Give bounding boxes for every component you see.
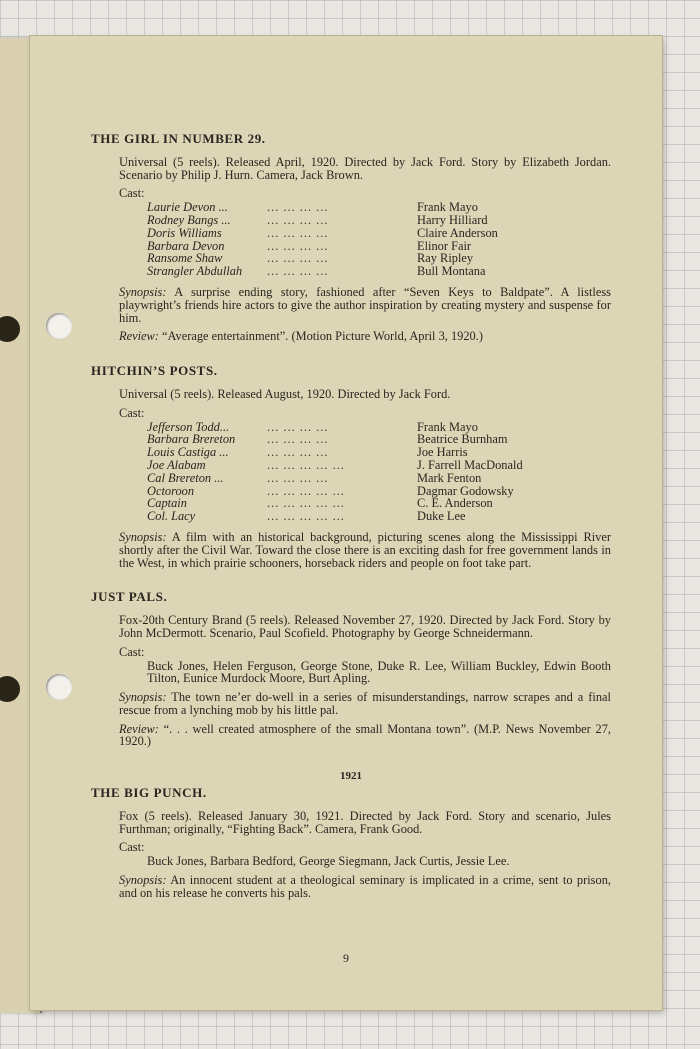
film-title: THE GIRL IN NUMBER 29. — [91, 131, 266, 146]
cast-row — [147, 265, 611, 278]
cast-actor: Frank Mayo — [417, 200, 478, 215]
cast-row — [147, 227, 611, 240]
cast-role: Strangler Abdullah — [147, 264, 243, 279]
film-info: Universal (5 reels). Released April, 1920. Directed by Jack Ford. Story by Elizabeth Jordan. Scenario by Philip J. Hurn. Camera, Jack Brown. — [119, 154, 611, 182]
cast-label: Cast: — [119, 186, 145, 201]
year-heading: 1921 — [340, 770, 362, 783]
leader-dots: ... ... ... ... — [267, 212, 329, 227]
cast-row — [147, 214, 611, 227]
synopsis-text: The town ne’er do-well in a series of misunderstandings, narrow scrapes and a final rescue from a lynching mob by his little pal. — [119, 690, 612, 717]
cast-actor: J. Farrell MacDonald — [417, 457, 523, 472]
film-title: THE BIG PUNCH. — [91, 785, 207, 801]
leader-dots: ... ... ... ... ... — [267, 509, 345, 524]
cast-label: Cast: — [119, 644, 145, 659]
document-page — [30, 36, 662, 1010]
leader-dots: ... ... ... ... — [267, 238, 329, 253]
film-details — [119, 156, 611, 343]
cast-role: Ransome Shaw — [147, 251, 223, 266]
cast-actor: Ray Ripley — [417, 251, 474, 266]
cast-row — [147, 446, 611, 459]
leader-dots: ... ... ... ... — [267, 225, 329, 240]
cast-role: Jefferson Todd... — [147, 419, 230, 434]
synopsis-text: An innocent student at a theological seminary is implicated in a crime, sent to prison, and on his release he converts his pals. — [119, 873, 611, 900]
film-entry — [91, 591, 611, 748]
synopsis-label: Synopsis: — [119, 529, 167, 544]
cast-role: Cal Brereton ... — [147, 470, 224, 485]
film-title: JUST PALS. — [91, 589, 168, 605]
leader-dots: ... ... ... ... ... — [267, 496, 345, 511]
cast-actor: Dagmar Godowsky — [417, 483, 514, 498]
film-info: Fox-20th Century Brand (5 reels). Released November 27, 1920. Directed by Jack Ford. Story by John McDermott. Scenario, Paul Scofield. Photography by George Schneidermann. — [119, 613, 611, 640]
film-title: HITCHIN’S POSTS. — [91, 363, 218, 379]
cast-actor: C. E. Anderson — [417, 496, 493, 511]
punch-hole — [46, 313, 72, 339]
cast-role: Rodney Bangs ... — [147, 212, 231, 227]
cast-actor: Duke Lee — [417, 509, 466, 524]
synopsis-text: A film with an historical background, picturing scenes along the Mississippi River shortly after the Civil War. Toward the close there is an exciting dash for free government lands in the West, in which prairie schooners, horseback riders and people on foot take part. — [119, 529, 611, 570]
synopsis — [119, 531, 611, 569]
film-entry — [91, 787, 611, 900]
synopsis-label: Synopsis: — [119, 873, 167, 888]
cast-role: Barbara Brereton — [147, 432, 236, 447]
leader-dots: ... ... ... ... — [267, 264, 329, 279]
film-info: Fox (5 reels). Released January 30, 1921. Directed by Jack Ford. Story and scenario, Jules Furthman; originally, “Fighting Back”. Camera, Frank Good. — [119, 808, 611, 836]
synopsis-text: A surprise ending story, fashioned after “Seven Keys to Baldpate”. A listless playwright’s friends hire actors to give the author inspiration by creating mystery and suspense for him. — [119, 284, 611, 325]
leader-dots: ... ... ... ... ... — [267, 483, 345, 498]
leader-dots: ... ... ... ... ... — [267, 457, 345, 472]
leader-dots: ... ... ... ... — [267, 200, 329, 215]
cast-actor: Joe Harris — [417, 445, 468, 460]
review-text: “Average entertainment”. (Motion Picture World, April 3, 1920.) — [162, 329, 483, 344]
cast-actor: Elinor Fair — [417, 238, 472, 253]
cast-row — [147, 459, 611, 472]
cast-actor: Mark Fenton — [417, 470, 482, 485]
cast-row — [147, 510, 611, 523]
synopsis — [119, 691, 611, 717]
cast-label: Cast: — [119, 840, 145, 855]
cast-table — [147, 201, 611, 278]
cast-role: Octoroon — [147, 483, 195, 498]
review-label: Review: — [119, 721, 159, 736]
leader-dots: ... ... ... ... — [267, 470, 329, 485]
cast-role: Louis Castiga ... — [147, 445, 229, 460]
cast-row — [147, 485, 611, 498]
cast-role: Col. Lacy — [147, 509, 196, 524]
review-label: Review: — [119, 329, 159, 344]
cast-list: Buck Jones, Helen Ferguson, George Stone, Duke R. Lee, William Buckley, Edwin Booth Tilton, Eunice Murdock Moore, Burt Apling. — [147, 658, 611, 686]
film-entry — [91, 133, 611, 343]
cast-row — [147, 472, 611, 485]
review — [119, 723, 611, 749]
punch-hole — [46, 674, 72, 700]
cast-label: Cast: — [119, 405, 145, 420]
cast-role: Joe Alabam — [147, 457, 206, 472]
film-details — [119, 614, 611, 748]
cast-actor: Bull Montana — [417, 264, 486, 279]
film-info: Universal (5 reels). Released August, 1920. Directed by Jack Ford. — [119, 386, 451, 401]
leader-dots: ... ... ... ... — [267, 419, 329, 434]
synopsis — [119, 286, 611, 324]
review — [119, 330, 611, 343]
synopsis — [119, 874, 611, 900]
cast-list: Buck Jones, Barbara Bedford, George Siegmann, Jack Curtis, Jessie Lee. — [147, 854, 510, 869]
cast-actor: Frank Mayo — [417, 419, 478, 434]
cast-role: Doris Williams — [147, 225, 222, 240]
review-text: “. . . well created atmosphere of the small Montana town”. (M.P. News November 27, 1920.) — [119, 721, 611, 749]
film-entry — [91, 365, 611, 569]
synopsis-label: Synopsis: — [119, 284, 167, 299]
film-details — [119, 388, 611, 569]
cast-actor: Harry Hilliard — [417, 212, 488, 227]
cast-actor: Beatrice Burnham — [417, 432, 508, 447]
film-details — [119, 810, 611, 900]
cast-table — [147, 421, 611, 523]
leader-dots: ... ... ... ... — [267, 251, 329, 266]
cast-row — [147, 497, 611, 510]
synopsis-label: Synopsis: — [119, 690, 167, 705]
cast-role: Barbara Devon — [147, 238, 225, 253]
leader-dots: ... ... ... ... — [267, 432, 329, 447]
cast-role: Captain — [147, 496, 187, 511]
page-number: 9 — [343, 951, 349, 965]
punch-hole — [0, 316, 20, 342]
page-content — [91, 133, 611, 922]
cast-role: Laurie Devon ... — [147, 200, 228, 215]
leader-dots: ... ... ... ... — [267, 445, 329, 460]
punch-hole — [0, 676, 20, 702]
cast-actor: Claire Anderson — [417, 225, 498, 240]
